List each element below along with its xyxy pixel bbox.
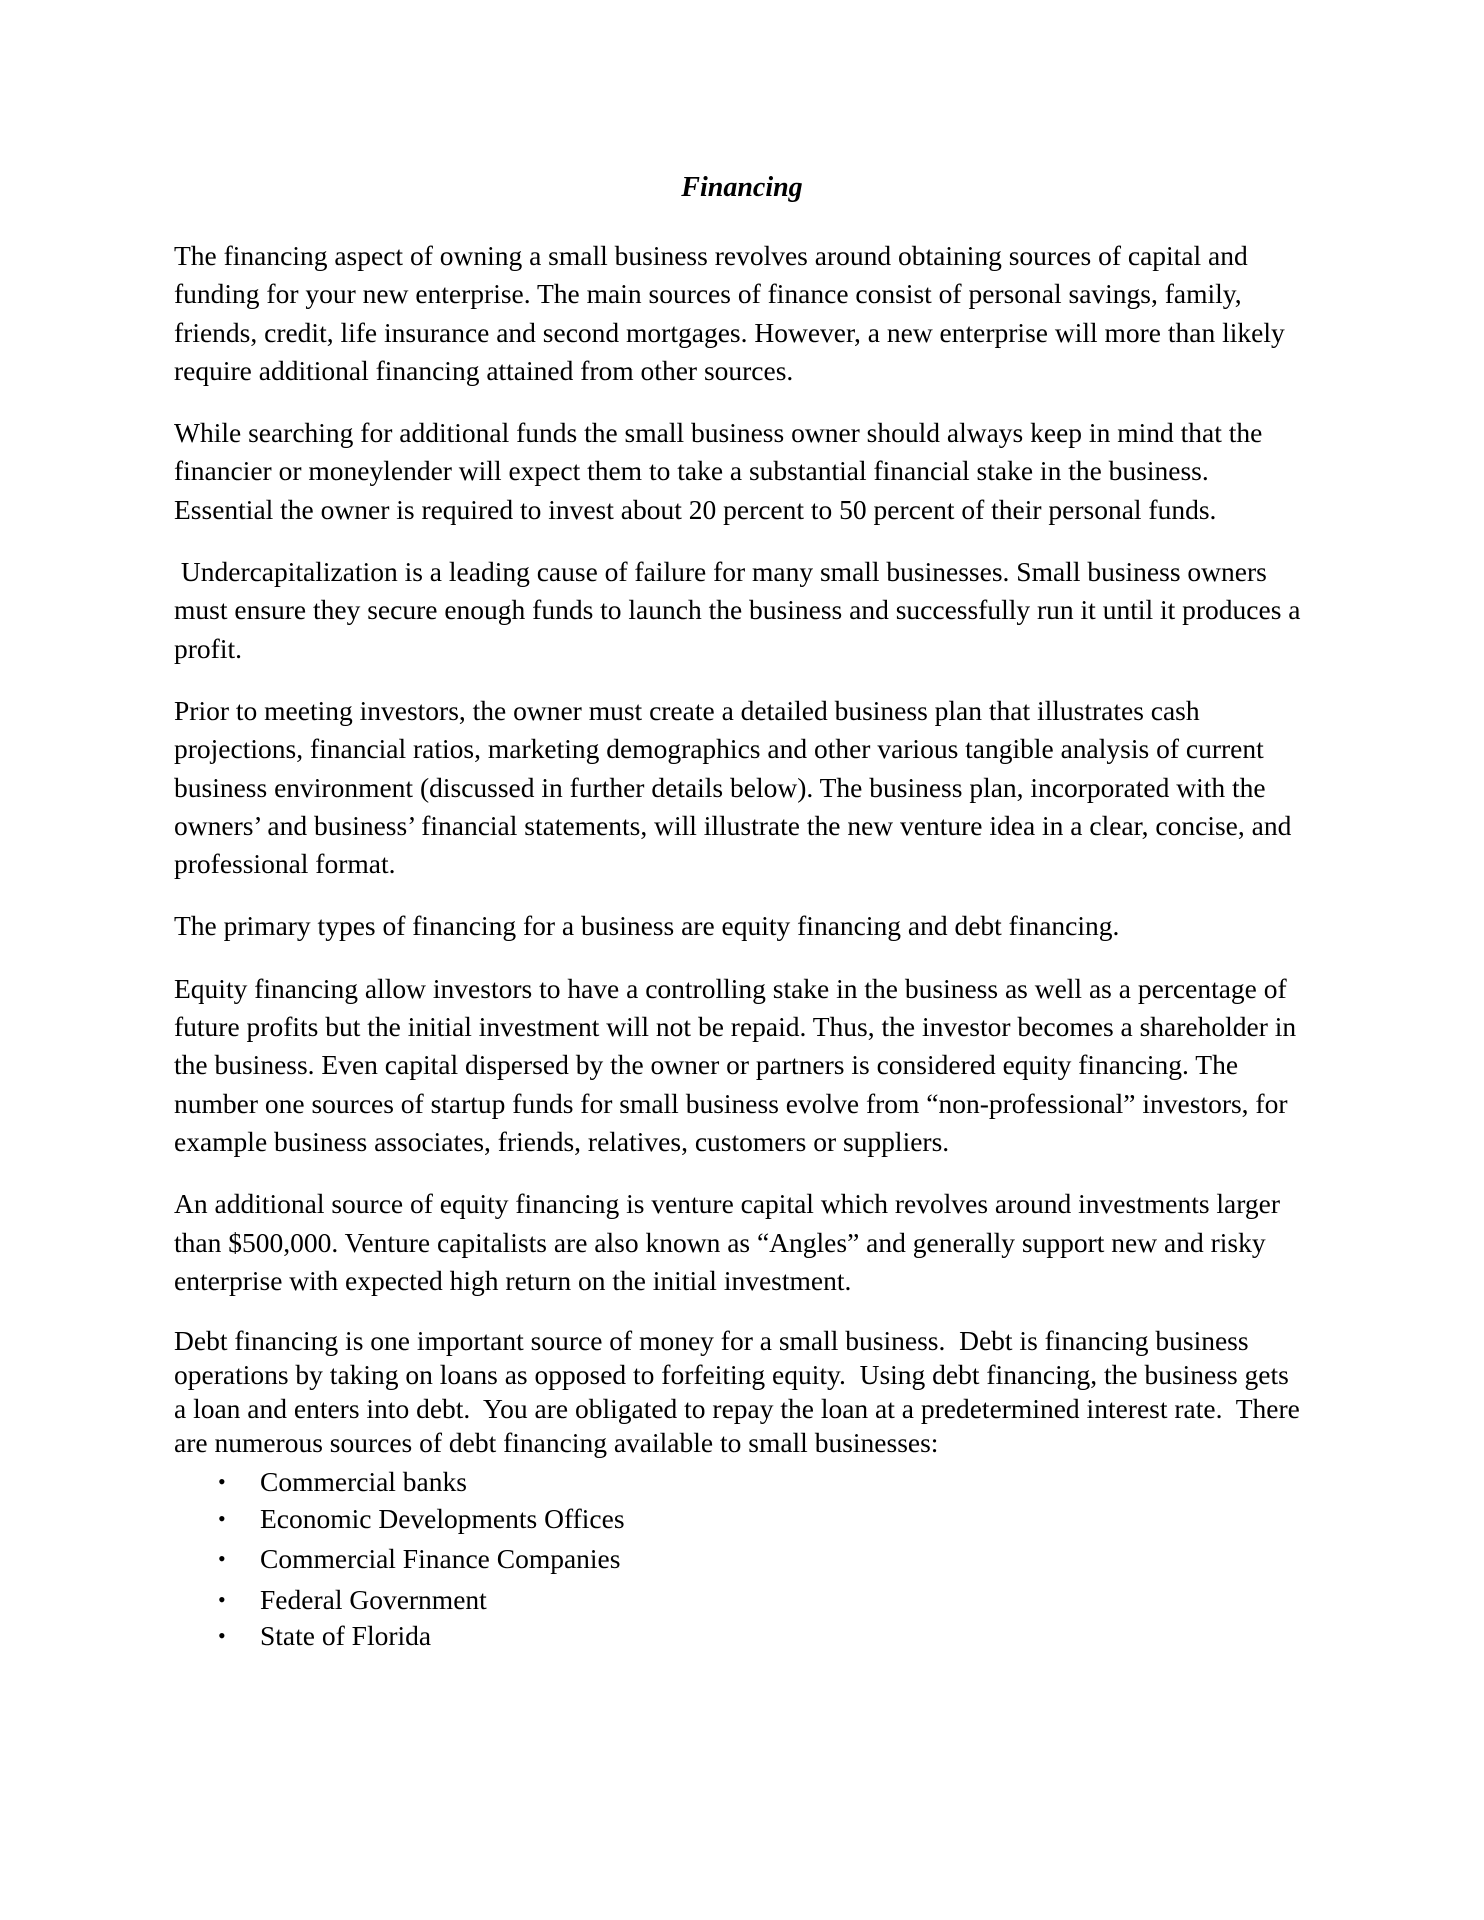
list-item: [174, 1582, 1304, 1619]
bullet-icon: •: [218, 1623, 226, 1649]
list-item-text: Commercial Finance Companies: [260, 1543, 621, 1575]
paragraph-intro: The financing aspect of owning a small business revolves around obtaining sources of capital and funding for your new enterprise. The main sources of finance consist of personal savings, family, friends, credit, life insurance and second mortgages. However, a new enterprise will more than likely require additional financing attained from other sources.: [174, 240, 1285, 386]
document-body: [174, 237, 1308, 1655]
paragraph-owner-stake: While searching for additional funds the small business owner should always keep in mind that the financier or moneylender will expect them to take a substantial financial stake in the business. Essential the owner is required to invest about 20 percent to 50 percent of their personal funds.: [174, 417, 1270, 525]
bullet-icon: •: [218, 1546, 226, 1572]
list-item-text: State of Florida: [260, 1620, 432, 1652]
list-item-text: Commercial banks: [260, 1466, 467, 1498]
paragraph-financing-types: The primary types of financing for a business are equity financing and debt financing.: [174, 910, 1120, 942]
debt-sources-list: [174, 1464, 1304, 1655]
paragraph-undercapitalization: Undercapitalization is a leading cause of failure for many small businesses. Small business owners must ensure they secure enough funds to launch the business and successfully run it until it produces a profit.: [174, 556, 1308, 664]
list-item: [174, 1464, 1304, 1501]
list-item-text: Economic Developments Offices: [260, 1502, 625, 1534]
paragraph-equity-financing: Equity financing allow investors to have a controlling stake in the business as well as a percentage of future profits but the initial investment will not be repaid. Thus, the investor becomes a shareholder in the business. Even capital dispersed by the owner or partners is considered equity financing. The number one sources of startup funds for small business evolve from “non-professional” investors, for example business associates, friends, relatives, customers or suppliers.: [174, 972, 1297, 1157]
bullet-icon: •: [218, 1469, 226, 1495]
list-item: [174, 1501, 1304, 1538]
bullet-icon: •: [218, 1505, 226, 1531]
list-item-text: Federal Government: [260, 1583, 487, 1615]
paragraph-venture-capital: An additional source of equity financing is venture capital which revolves around investments larger than $500,000. Venture capitalists are also known as “Angles” and generally support new and risky enterprise with expected high return on the initial investment.: [174, 1188, 1281, 1296]
list-item: [174, 1541, 1304, 1578]
page-title: Financing: [681, 172, 803, 203]
paragraph-business-plan: Prior to meeting investors, the owner must create a detailed business plan that illustrates cash projections, financial ratios, marketing demographics and other various tangible analysis of current business environment (discussed in further details below). The business plan, incorporated with the owners’ and business’ financial statements, will illustrate the new venture idea in a clear, concise, and professional format.: [174, 694, 1292, 880]
bullet-icon: •: [218, 1586, 226, 1612]
list-item: [174, 1618, 1304, 1655]
paragraph-debt-financing: Debt financing is one important source of money for a small business. Debt is financing business operations by taking on loans as opposed to forfeiting equity. Using debt financing, the business gets a loan and enters into debt. You are obligated to repay the loan at a predetermined interest rate. There are numerous sources of debt financing available to small businesses:: [174, 1325, 1307, 1459]
